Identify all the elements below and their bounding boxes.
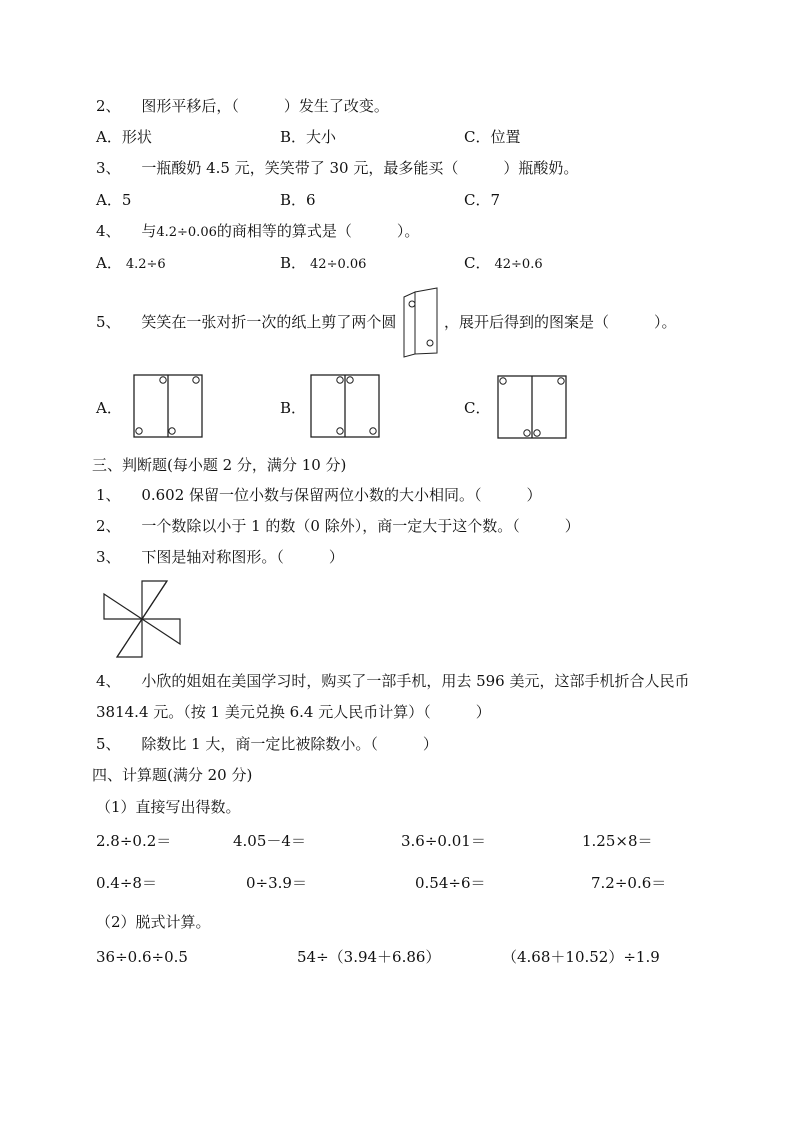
option-c [464,254,543,274]
item-number: 4、 [96,672,121,690]
item-text: 下图是轴对称图形。（ ） [141,548,344,566]
question-number: 3、 [96,159,121,177]
option-value: 42÷0.6 [494,257,543,272]
question-3 [96,159,578,177]
question-number: 4、 [96,222,121,240]
option-c: C．位置 [464,128,521,146]
option-b: B．6 [280,191,316,209]
option-b: B．大小 [280,128,337,146]
calc-expr: 7.2÷0.6＝ [591,874,667,892]
judge-item-5 [96,735,438,753]
question-number: 2、 [96,97,121,115]
calc-expr: 2.8÷0.2＝ [96,832,172,850]
question-text-pre: 笑笑在一张对折一次的纸上剪了两个圆 [141,313,397,331]
question-2 [96,97,389,115]
item-number: 5、 [96,735,121,753]
option-a: A． [96,399,122,417]
option-letter: C． [464,254,491,272]
option-c-figure [497,375,567,439]
question-expression: 4.2÷0.06 [156,225,217,240]
question-text: 图形平移后，（ ）发生了改变。 [141,97,389,115]
judge-item-1 [96,486,542,504]
question-text-pre: 与 [141,222,157,240]
section-heading-judge: 三、判断题(每小题 2 分，满分 10 分) [92,456,347,474]
item-text: 0.602 保留一位小数与保留两位小数的大小相同。（ ） [141,486,542,504]
option-letter: B． [280,254,307,272]
question-number: 5、 [96,313,121,331]
calc-expr: 54÷（3.94＋6.86） [297,948,441,966]
folded-paper-figure [401,287,441,359]
question-text-post: ，展开后得到的图案是（ ）。 [444,313,677,331]
item-number: 3、 [96,548,121,566]
option-a: A．5 [96,191,132,209]
question-5-cont [444,313,677,331]
option-letter: A． [96,254,122,272]
calc-part-1-label: （1）直接写出得数。 [96,798,241,816]
calc-expr: 0.54÷6＝ [415,874,486,892]
question-4 [96,222,419,242]
calc-expr: 1.25×8＝ [582,832,653,850]
option-a-figure [133,374,203,438]
option-value: 4.2÷6 [125,257,166,272]
item-text: 小欣的姐姐在美国学习时，购买了一部手机，用去 596 美元，这部手机折合人民币 [141,672,690,690]
option-value: 42÷0.06 [310,257,367,272]
option-a [96,254,166,274]
judge-item-3 [96,548,344,566]
calc-expr: 3.6÷0.01＝ [401,832,486,850]
option-c: C．7 [464,191,501,209]
option-c: C． [464,399,491,417]
item-text: 一个数除以小于 1 的数（0 除外），商一定大于这个数。（ ） [141,517,580,535]
calc-expr: （4.68＋10.52）÷1.9 [502,948,660,966]
section-heading-calc: 四、计算题(满分 20 分) [92,766,253,784]
calc-expr: 0.4÷8＝ [96,874,157,892]
item-number: 1、 [96,486,121,504]
option-b: B． [280,399,307,417]
calc-expr: 0÷3.9＝ [246,874,307,892]
option-a: A．形状 [96,128,152,146]
pinwheel-figure [101,578,183,660]
item-text: 除数比 1 大，商一定比被除数小。（ ） [141,735,438,753]
question-text-post: 的商相等的算式是（ ）。 [216,222,420,240]
item-number: 2、 [96,517,121,535]
calc-part-2-label: （2）脱式计算。 [96,913,211,931]
option-b-figure [310,374,380,438]
question-5 [96,313,396,331]
calc-expr: 4.05－4＝ [233,832,306,850]
judge-item-4-cont: 3814.4 元。（按 1 美元兑换 6.4 元人民币计算）（ ） [96,703,491,721]
calc-expr: 36÷0.6÷0.5 [96,948,188,966]
judge-item-4 [96,672,690,690]
question-text: 一瓶酸奶 4.5 元，笑笑带了 30 元，最多能买（ ）瓶酸奶。 [141,159,579,177]
option-b [280,254,366,274]
judge-item-2 [96,517,580,535]
